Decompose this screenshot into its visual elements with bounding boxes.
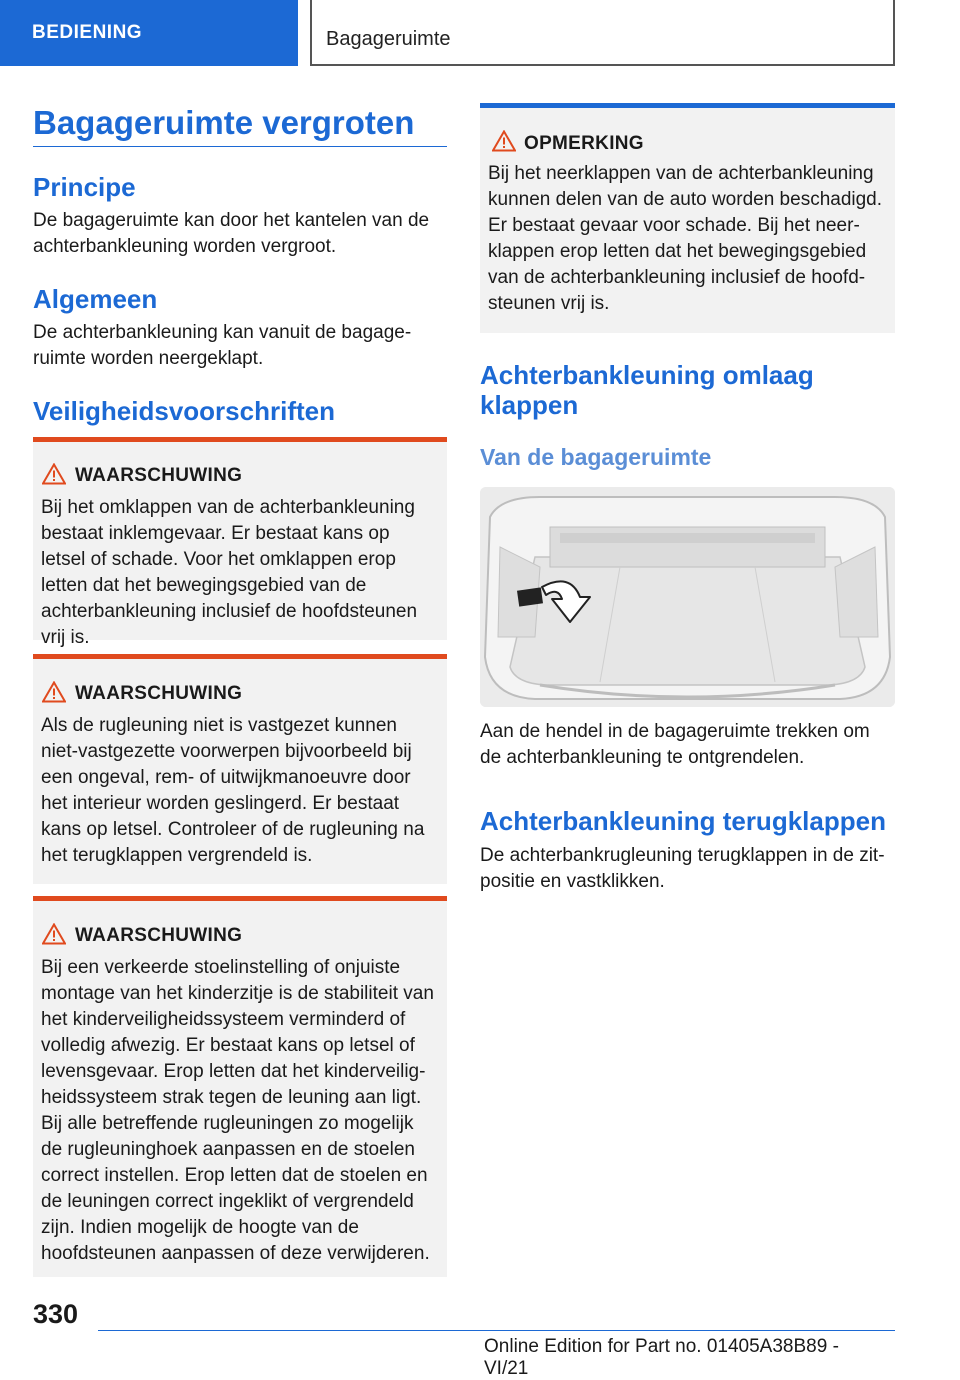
edition-note: Online Edition for Part no. 01405A38B89 - VI/21 (484, 1336, 839, 1379)
note-text: Bij het neerklappen van de achterbankleuning kunnen delen van de auto worden beschadigd. Er bestaat gevaar voor schade. Bij het neerklappen erop letten dat het bewegingsgebied van de achterbankleuning inclusief de hoofdsteunen vrij is. (488, 163, 883, 314)
fold-text: Aan de hendel in de bagageruimte trekken om de achterbankleuning te ontgrendelen. (480, 721, 870, 768)
general-heading: Algemeen (33, 284, 158, 314)
title-rule (33, 146, 447, 147)
warning-box (33, 437, 447, 648)
warning-text: Bij het omklappen van de achterbankleuning bestaat inklemgevaar. Er bestaat kans op letsel of schade. Voor het omklappen erop letten dat het bewegingsgebied van de achterbankleuning inclusief de hoofdsteunen vrij is. (41, 497, 418, 648)
warning-text: Bij een verkeerde stoelinstelling of onjuiste montage van het kinderzitje is de stabiliteit van het kinderveiligheidssysteem verminderd of volledig afwezig. Er bestaat kans op letsel of levensgevaar. Erop letten dat het kinderveiligheidssysteem strak tegen de leuning aan ligt. Bij alle betreffende rugleuningen zo mogelijk de rugleuninghoek aanpassen en de stoelen correct instellen. Erop letten dat de stoelen en de leuningen correct ingeklikt of vergrendeld zijn. Indien mogelijk de hoogte van de hoofdsteunen aanpassen of deze verwijderen. (41, 957, 434, 1264)
warning-box (33, 654, 447, 884)
footer-rule (98, 1330, 895, 1331)
back-text: De achterbankrugleuning terugklappen in de zitpositie en vastklikken. (480, 845, 885, 892)
warning-triangle-icon (42, 681, 66, 703)
warning-bar (33, 437, 447, 442)
section-tab: BEDIENING (0, 0, 298, 66)
note-triangle-icon (492, 130, 516, 152)
principle-heading: Principe (33, 172, 136, 202)
page-number: 330 (33, 1299, 79, 1329)
warning-triangle-icon (42, 923, 66, 945)
warning-label: WAARSCHUWING (75, 465, 243, 486)
fold-subheading: Van de bagageruimte (480, 444, 712, 470)
warning-bar (33, 896, 447, 901)
warning-box (33, 896, 447, 1277)
general-text: De achterbankleuning kan vanuit de bagageruimte worden neergeklapt. (33, 322, 412, 369)
warning-text: Als de rugleuning niet is vastgezet kunnen niet-vastgezette voorwerpen bijvoorbeeld bij een ongeval, rem- of uitwijkmanoeuvre door het interieur worden geslingerd. Er bestaat kans op letsel. Controleer of de rugleuning na het terugklappen vergrendeld is. (41, 715, 425, 866)
warning-label: WAARSCHUWING (75, 925, 243, 946)
fold-heading: Achterbankleuning omlaag klappen (480, 360, 814, 420)
trunk-photo (480, 487, 895, 707)
page-title: Bagageruimte vergroten (33, 104, 415, 141)
note-box (480, 103, 895, 333)
safety-heading: Veiligheidsvoorschriften (33, 396, 335, 426)
header-divider (310, 0, 312, 66)
warning-bar (33, 654, 447, 659)
trunk-illustration (480, 487, 895, 707)
back-heading: Achterbankleuning terugklappen (480, 806, 886, 836)
header-divider-right (893, 0, 895, 66)
note-bar (480, 103, 895, 108)
header-topic: Bagageruimte (326, 28, 451, 50)
warning-label: WAARSCHUWING (75, 683, 243, 704)
warning-triangle-icon (42, 463, 66, 485)
note-label: OPMERKING (524, 133, 644, 154)
header-underline (310, 64, 895, 66)
principle-text: De bagageruimte kan door het kantelen van de achterbankleuning worden vergroot. (33, 210, 430, 257)
